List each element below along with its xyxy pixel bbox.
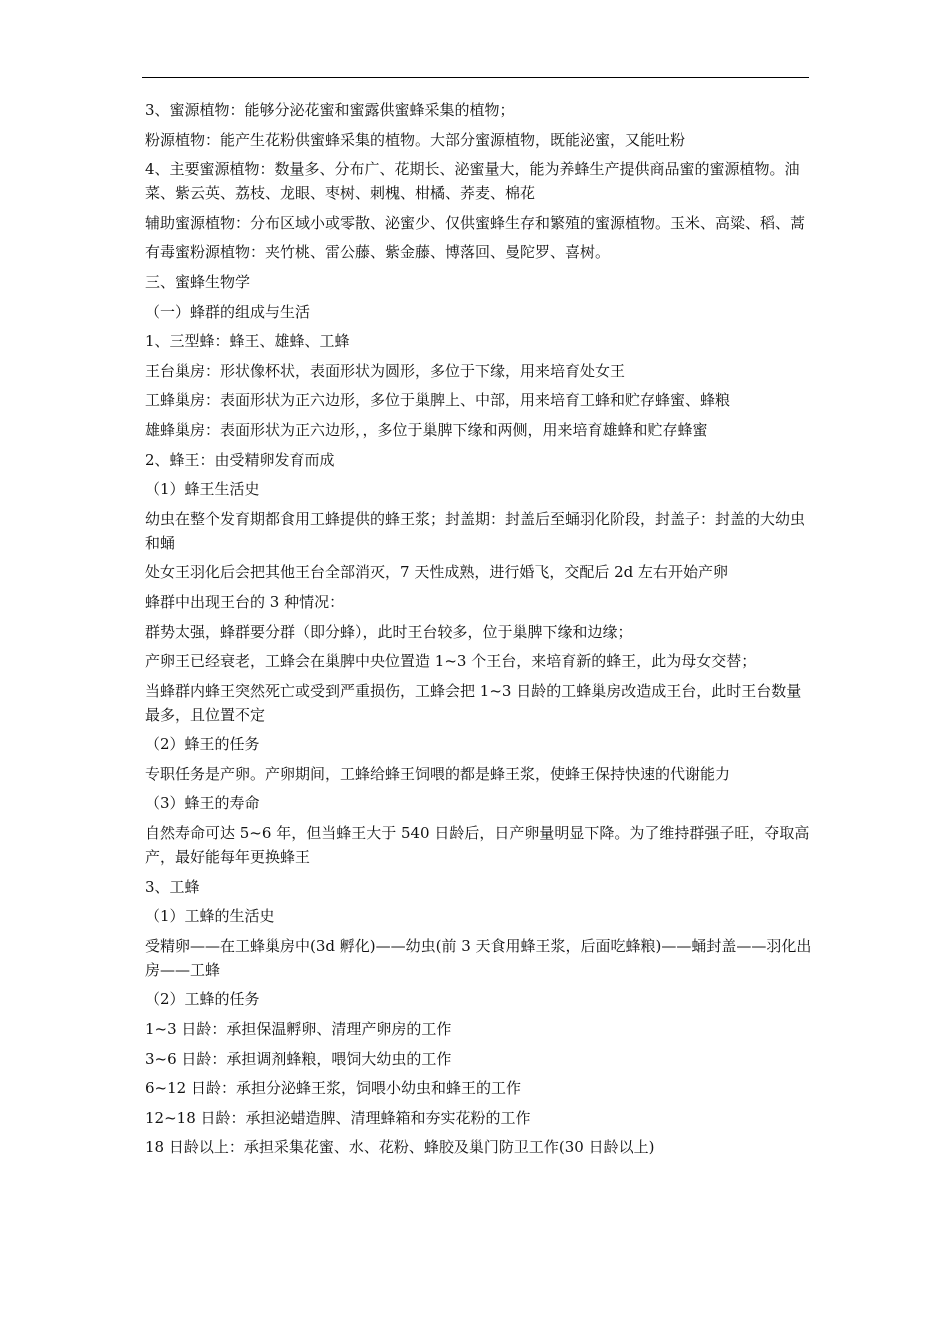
paragraph-queen-cell-cases: 蜂群中出现王台的 3 种情况： — [145, 592, 345, 611]
heading-queen-life-history: （1）蜂王生活史 — [145, 480, 260, 499]
paragraph-three-castes: 1、三型蜂：蜂王、雄蜂、工蜂 — [145, 332, 350, 351]
paragraph-toxic-plants: 有毒蜜粉源植物：夹竹桃、雷公藤、紫金藤、博落回、曼陀罗、喜树。 — [145, 243, 611, 262]
paragraph-worker-cell: 工蜂巢房：表面形状为正六边形，多位于巢脾上、中部，用来培育工蜂和贮存蜂蜜、蜂粮 — [145, 391, 731, 410]
heading-queen: 2、蜂王：由受精卵发育而成 — [145, 450, 335, 469]
paragraph-worker-development: 受精卵——在工蜂巢房中(3d 孵化)——幼虫(前 3 天食用蜂王浆，后面吃蜂粮)——蛹封盖——羽化出房——工蜂 — [145, 936, 812, 979]
paragraph-case-emergency: 当蜂群内蜂王突然死亡或受到严重损伤，工蜂会把 1~3 日龄的工蜂巢房改造成王台，此时王台数量最多，且位置不定 — [145, 681, 802, 724]
paragraph-case-swarming: 群势太强，蜂群要分群（即分蜂），此时王台较多，位于巢脾下缘和边缘； — [145, 622, 633, 641]
header-rule — [142, 77, 809, 78]
heading-worker: 3、工蜂 — [145, 877, 200, 896]
document-body — [145, 98, 813, 1165]
subsection-heading-colony: （一）蜂群的组成与生活 — [145, 302, 311, 321]
heading-queen-task: （2）蜂王的任务 — [145, 735, 260, 754]
heading-queen-lifespan: （3）蜂王的寿命 — [145, 794, 260, 813]
paragraph-queen-lifespan: 自然寿命可达 5~6 年，但当蜂王大于 540 日龄后，日产卵量明显下降。为了维持群强子旺，夺取高产，最好能每年更换蜂王 — [145, 824, 810, 867]
heading-worker-life-history: （1）工蜂的生活史 — [145, 907, 275, 926]
heading-worker-tasks: （2）工蜂的任务 — [145, 990, 260, 1009]
paragraph-queen-cell: 王台巢房：形状像杯状，表面形状为圆形，多位于下缘，用来培育处女王 — [145, 361, 626, 380]
paragraph-case-supersedure: 产卵王已经衰老，工蜂会在巢脾中央位置造 1~3 个王台，来培育新的蜂王，此为母女交替； — [145, 652, 757, 671]
paragraph-larva-feeding: 幼虫在整个发育期都食用工蜂提供的蜂王浆；封盖期：封盖后至蛹羽化阶段，封盖子：封盖的大幼虫和蛹 — [145, 509, 806, 552]
paragraph-queen-task: 专职任务是产卵。产卵期间，工蜂给蜂王饲喂的都是蜂王浆，使蜂王保持快速的代谢能力 — [145, 764, 731, 783]
paragraph-virgin-queen: 处女王羽化后会把其他王台全部消灭，7 天性成熟，进行婚飞，交配后 2d 左右开始产卵 — [145, 563, 728, 582]
section-heading-bee-biology: 三、蜜蜂生物学 — [145, 272, 251, 291]
paragraph-main-nectar-plants: 4、主要蜜源植物：数量多、分布广、花期长、泌蜜量大，能为养蜂生产提供商品蜜的蜜源植物。油菜、紫云英、荔枝、龙眼、枣树、刺槐、柑橘、荞麦、棉花 — [145, 160, 800, 203]
paragraph-task-age-6-12: 6~12 日龄：承担分泌蜂王浆，饲喂小幼虫和蜂王的工作 — [145, 1079, 521, 1098]
paragraph-task-age-3-6: 3~6 日龄：承担调剂蜂粮，喂饲大幼虫的工作 — [145, 1049, 452, 1068]
paragraph-task-age-1-3: 1~3 日龄：承担保温孵卵、清理产卵房的工作 — [145, 1020, 452, 1039]
paragraph-drone-cell: 雄蜂巢房：表面形状为正六边形，，多位于巢脾下缘和两侧，用来培育雄蜂和贮存蜂蜜 — [145, 420, 708, 439]
paragraph-pollen-plants: 粉源植物：能产生花粉供蜜蜂采集的植物。大部分蜜源植物，既能泌蜜，又能吐粉 — [145, 130, 686, 149]
paragraph-task-age-12-18: 12~18 日龄：承担泌蜡造脾、清理蜂箱和夯实花粉的工作 — [145, 1108, 531, 1127]
paragraph-auxiliary-nectar-plants: 辅助蜜源植物：分布区域小或零散、泌蜜少、仅供蜜蜂生存和繁殖的蜜源植物。玉米、高粱、稻、蒿 — [145, 213, 806, 232]
paragraph-task-age-18-plus: 18 日龄以上：承担采集花蜜、水、花粉、蜂胶及巢门防卫工作(30 日龄以上) — [145, 1138, 655, 1157]
paragraph-nectar-plants: 3、蜜源植物：能够分泌花蜜和蜜露供蜜蜂采集的植物； — [145, 101, 515, 119]
